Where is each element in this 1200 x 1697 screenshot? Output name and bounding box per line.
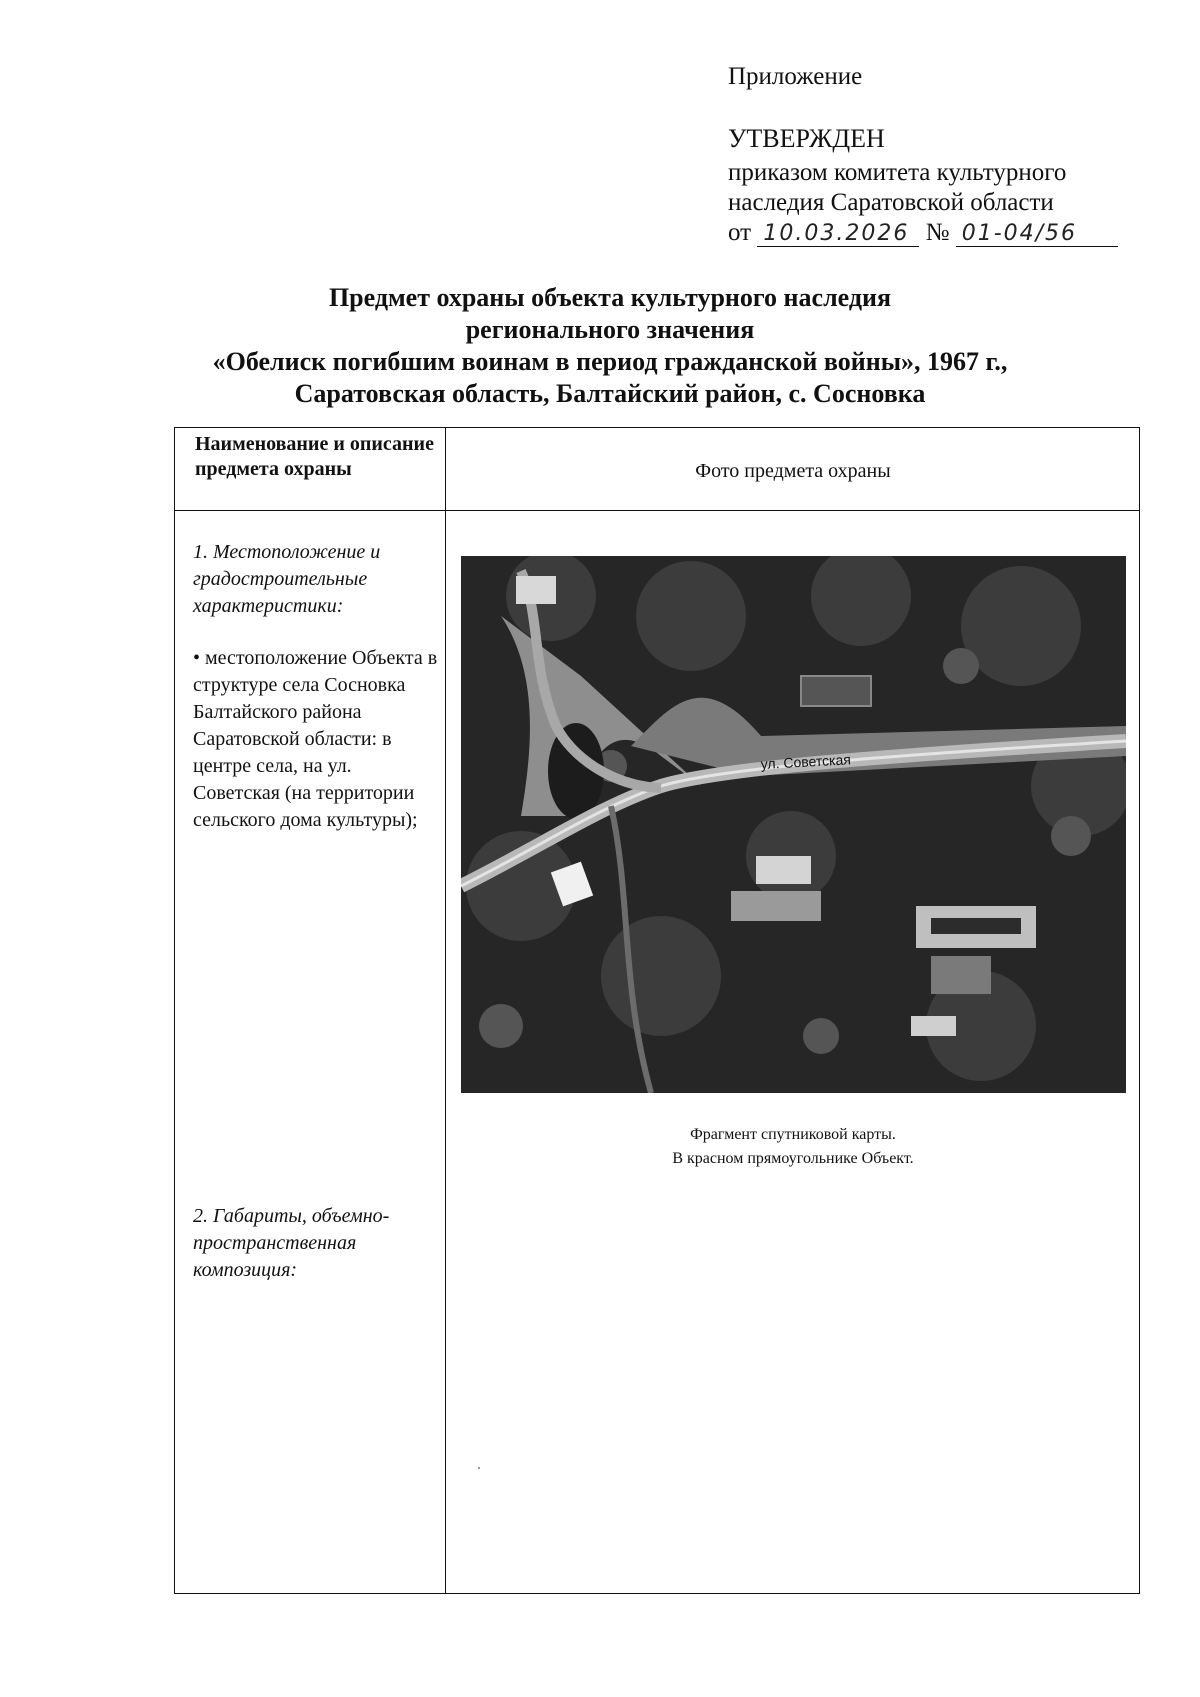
appendix-label: Приложение: [728, 63, 863, 90]
header-divider: [175, 510, 1139, 511]
document-title: [160, 282, 1060, 410]
header-photo: Фото предмета охраны: [695, 460, 891, 482]
order-line-1: приказом комитета культурного: [728, 159, 1067, 186]
title-line-2: регионального значения: [465, 315, 755, 344]
section-1-title: 1. Местоположение и градостроительные характеристики:: [193, 541, 381, 617]
title-line-3: «Обелиск погибшим воинам в период гражданской войны», 1967 г.,: [212, 347, 1008, 376]
column-divider: [445, 428, 446, 1593]
header-name-description: Наименование и описание предмета охраны: [195, 433, 434, 480]
title-line-4: Саратовская область, Балтайский район, с. Сосновка: [294, 379, 926, 408]
handwritten-number: 01-04/56: [956, 222, 1118, 247]
caption-line-1: Фрагмент спутниковой карты.: [690, 1126, 896, 1143]
protection-table: [174, 427, 1140, 1594]
title-line-1: Предмет охраны объекта культурного наследия: [328, 283, 892, 312]
order-date-number: [728, 218, 1118, 248]
order-line-2: наследия Саратовской области: [728, 189, 1054, 216]
map-caption: [447, 1123, 1139, 1171]
approved-label: УТВЕРЖДЕН: [728, 124, 885, 153]
scan-speck: [478, 1467, 480, 1469]
number-prefix: №: [925, 219, 950, 246]
section-2-title: 2. Габариты, объемно-пространственная композиция:: [193, 1205, 390, 1281]
section-1-text: местоположение Объекта в структуре села Сосновка Балтайского района Саратовской области: в центре села, на ул. Советская (на территории сельского дома культуры);: [193, 647, 438, 831]
map-street-label: ул. Советская: [760, 751, 852, 772]
approval-block: [728, 62, 1118, 248]
caption-line-2: В красном прямоугольнике Объект.: [672, 1150, 914, 1167]
section-1-body: [193, 645, 438, 834]
date-prefix: от: [728, 219, 752, 246]
bullet-icon: •: [193, 647, 201, 669]
handwritten-date: 10.03.2026: [757, 222, 919, 247]
satellite-map-image: [461, 556, 1126, 1093]
